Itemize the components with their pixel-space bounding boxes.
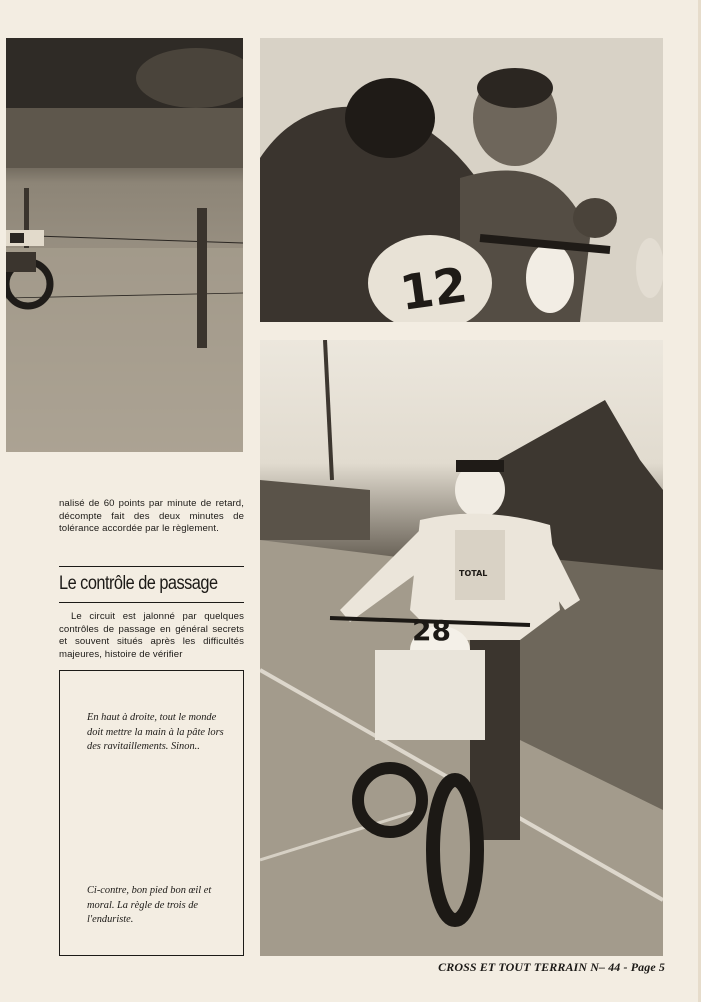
caption-top-right: En haut à droite, tout le monde doit mettre la main à la pâte lors des ravitaillements. Sinon.. bbox=[87, 712, 224, 752]
caption-box bbox=[59, 670, 244, 956]
jersey-text: TOTAL bbox=[459, 569, 488, 578]
heading-rule-bottom bbox=[59, 602, 244, 603]
footer-issue-number: 44 bbox=[608, 960, 621, 974]
pit-plate-number: 12 bbox=[396, 257, 471, 322]
photo-pit-stop bbox=[260, 38, 663, 322]
caption-opposite: Ci-contre, bon pied bon œil et moral. La règle de trois de l'enduriste. bbox=[87, 885, 212, 925]
section-heading: Le contrôle de passage bbox=[59, 573, 218, 594]
article-paragraph-section: Le circuit est jalonné par quelques contrôles de passage en général secrets et souvent situés après les difficultés majeures, histoire de vérifier bbox=[59, 611, 244, 660]
rider-plate-number: 28 bbox=[412, 614, 451, 647]
photo-fence-field bbox=[6, 38, 243, 452]
photo-rider-28 bbox=[260, 340, 663, 956]
footer-page-number: 5 bbox=[658, 960, 665, 974]
heading-rule-top bbox=[59, 566, 244, 567]
page-footer bbox=[438, 960, 665, 975]
footer-separator: - bbox=[623, 960, 628, 974]
helmet-text: SWM bbox=[466, 475, 492, 485]
footer-issue-label: N– bbox=[590, 960, 606, 974]
article-paragraph-continued: nalisé de 60 points par minute de retard, décompte fait des deux minutes de tolérance accordée par le règlement. bbox=[59, 498, 244, 535]
footer-page-label: Page bbox=[630, 960, 656, 974]
footer-magazine: CROSS ET TOUT TERRAIN bbox=[438, 960, 588, 974]
